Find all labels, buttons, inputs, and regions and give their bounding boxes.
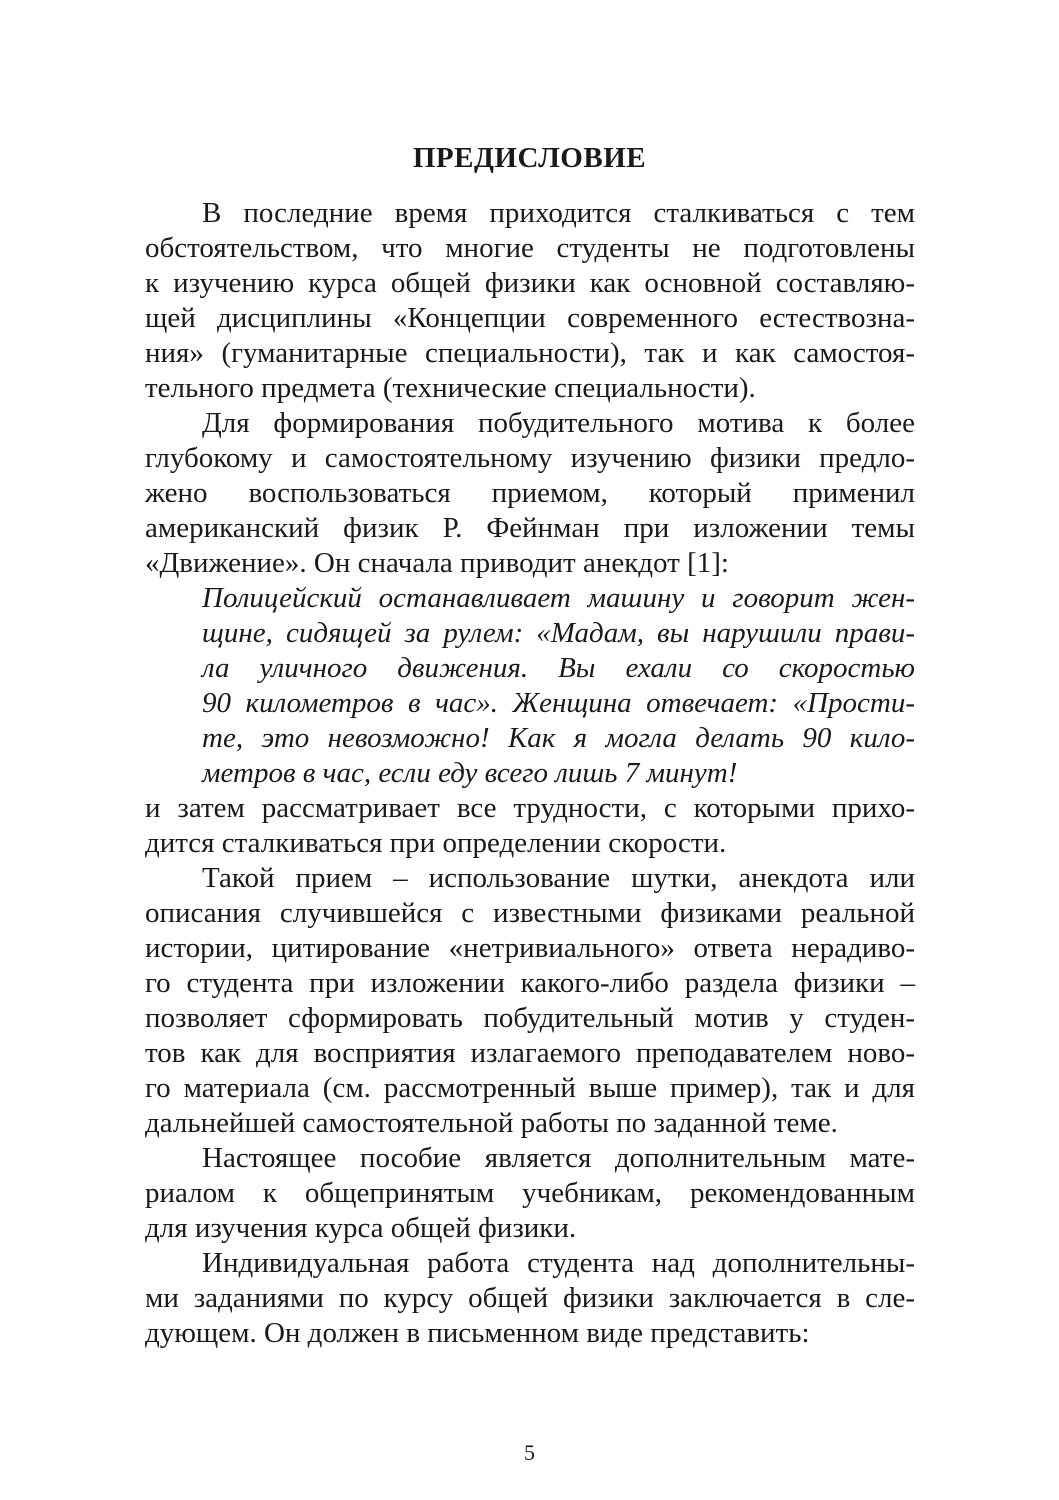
text-line: истории, цитирование «нетривиального» ответа нерадиво- bbox=[145, 932, 915, 964]
quote-line: щине, сидящей за рулем: «Мадам, вы нарушили прави- bbox=[202, 617, 915, 649]
text-line: описания случившейся с известными физиками реальной bbox=[145, 897, 915, 929]
text-line: го студента при изложении какого-либо раздела физики – bbox=[145, 967, 915, 999]
paragraph-3 bbox=[145, 791, 915, 861]
text-line: глубокому и самостоятельному изучению физики предло- bbox=[145, 442, 915, 474]
text-line: дующем. Он должен в письменном виде представить: bbox=[145, 1317, 810, 1349]
text-line: тельного предмета (технические специальности). bbox=[145, 372, 756, 404]
text-line: щей дисциплины «Концепции современного естествозна- bbox=[145, 302, 915, 334]
text-line: В последние время приходится сталкиваться с тем bbox=[202, 197, 915, 229]
text-line: американский физик Р. Фейнман при изложении темы bbox=[145, 512, 915, 544]
page-title: ПРЕДИСЛОВИЕ bbox=[412, 142, 647, 174]
quote-line: метров в час, если еду всего лишь 7 минут! bbox=[202, 757, 738, 789]
text-line: Такой прием – использование шутки, анекдота или bbox=[202, 862, 915, 894]
text-line: дится сталкиваться при определении скорости. bbox=[145, 827, 727, 859]
text-line: Индивидуальная работа студента над дополнительны- bbox=[202, 1247, 915, 1279]
page-number: 5 bbox=[524, 1440, 535, 1465]
text-line: обстоятельством, что многие студенты не подготовлены bbox=[145, 232, 915, 264]
text-line: жено воспользоваться приемом, который применил bbox=[145, 477, 915, 509]
paragraph-2 bbox=[145, 406, 915, 581]
text-line: ния» (гуманитарные специальности), так и как самостоя- bbox=[145, 337, 915, 369]
text-line: «Движение». Он сначала приводит анекдот [1]: bbox=[145, 547, 729, 579]
text-line: го материала (см. рассмотренный выше пример), так и для bbox=[145, 1072, 915, 1104]
quote-line: Полицейский останавливает машину и говорит жен- bbox=[202, 582, 915, 614]
text-line: Настоящее пособие является дополнительным мате- bbox=[202, 1142, 915, 1174]
paragraph-4 bbox=[145, 861, 915, 1141]
paragraph-1 bbox=[145, 196, 915, 406]
text-line: Для формирования побудительного мотива к более bbox=[202, 407, 915, 439]
text-line: для изучения курса общей физики. bbox=[145, 1212, 577, 1244]
paragraph-5 bbox=[145, 1141, 915, 1246]
quote-line: ла уличного движения. Вы ехали со скоростью bbox=[202, 652, 915, 684]
text-line: позволяет сформировать побудительный мотив у студен- bbox=[145, 1002, 915, 1034]
paragraph-6 bbox=[145, 1246, 915, 1351]
text-line: и затем рассматривает все трудности, с которыми прихо- bbox=[145, 792, 915, 824]
anecdote-quote bbox=[202, 581, 915, 791]
text-line: тов как для восприятия излагаемого преподавателем ново- bbox=[145, 1037, 915, 1069]
quote-line: те, это невозможно! Как я могла делать 90 кило- bbox=[202, 722, 915, 754]
text-line: к изучению курса общей физики как основной составляю- bbox=[145, 267, 915, 299]
text-line: ми заданиями по курсу общей физики заключается в сле- bbox=[145, 1282, 915, 1314]
text-line: риалом к общепринятым учебникам, рекомендованным bbox=[145, 1177, 915, 1209]
quote-line: 90 километров в час». Женщина отвечает: «Прости- bbox=[202, 687, 915, 719]
text-line: дальнейшей самостоятельной работы по заданной теме. bbox=[145, 1107, 838, 1139]
